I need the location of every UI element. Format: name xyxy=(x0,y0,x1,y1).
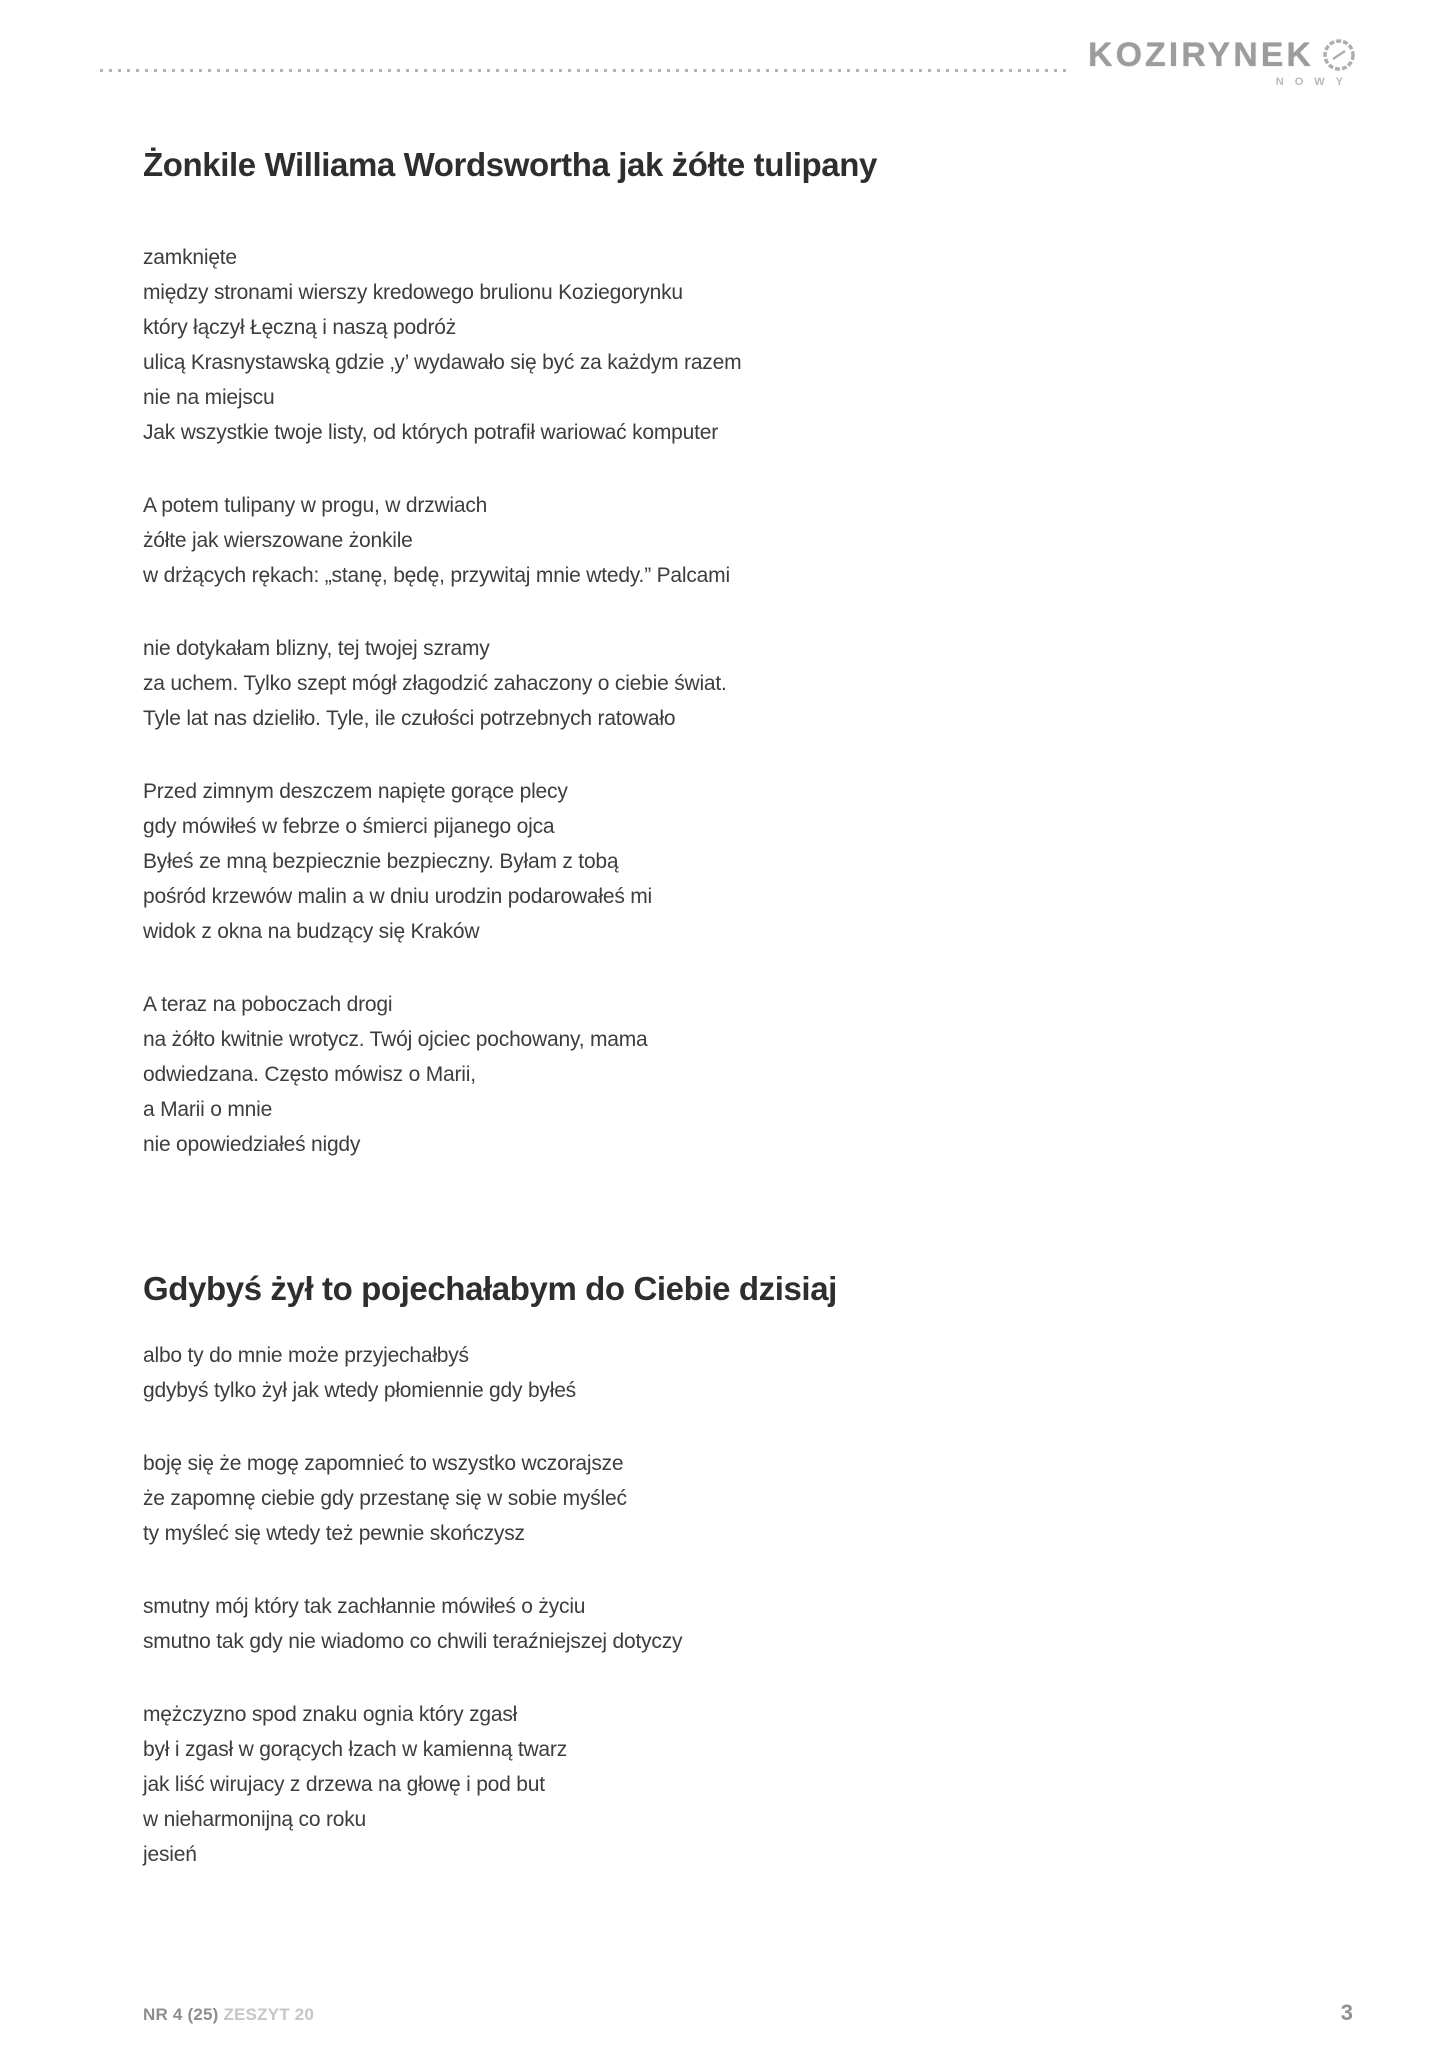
poem-line: mężczyzno spod znaku ognia który zgasł xyxy=(143,1703,518,1726)
dotted-rule xyxy=(100,69,1072,72)
issue-number: NR 4 (25) xyxy=(143,2005,219,2024)
magazine-logo: KOZIRYNEK xyxy=(1088,36,1314,74)
poem-line: a Marii o mnie xyxy=(143,1098,273,1121)
logo-subtitle: NOWY xyxy=(1275,76,1354,88)
poem-line: nie opowiedziałeś nigdy xyxy=(143,1133,361,1156)
poem-line: ty myśleć się wtedy też pewnie skończysz xyxy=(143,1522,525,1545)
poem-line: odwiedzana. Często mówisz o Marii, xyxy=(143,1063,476,1086)
poem-line: boję się że mogę zapomnieć to wszystko wczorajsze xyxy=(143,1452,624,1475)
poem-line: nie dotykałam blizny, tej twojej szramy xyxy=(143,637,490,660)
poem-line: pośród krzewów malin a w dniu urodzin podarowałeś mi xyxy=(143,885,653,908)
issue-label xyxy=(143,2005,314,2025)
page-number: 3 xyxy=(1340,2000,1353,2025)
poem-title: Gdybyś żył to pojechałabym do Ciebie dzisiaj xyxy=(143,1270,837,1308)
stanza xyxy=(143,631,741,736)
issue-volume: ZESZYT 20 xyxy=(223,2005,315,2024)
poem-title: Żonkile Williama Wordswortha jak żółte tulipany xyxy=(143,146,877,184)
stanza xyxy=(143,488,741,593)
poem-line: w drżących rękach: „stanę, będę, przywitaj mnie wtedy.” Palcami xyxy=(143,564,730,587)
poem-line: gdybyś tylko żył jak wtedy płomiennie gdy byłeś xyxy=(143,1379,576,1402)
poem-line: Tyle lat nas dzieliło. Tyle, ile czułości potrzebnych ratowało xyxy=(143,707,676,730)
page-header xyxy=(100,38,1356,88)
stanza xyxy=(143,240,741,450)
poem-line: jesień xyxy=(143,1843,197,1866)
poem-line: jak liść wirujacy z drzewa na głowę i pod but xyxy=(143,1773,545,1796)
poem-line: Byłeś ze mną bezpiecznie bezpieczny. Byłam z tobą xyxy=(143,850,619,873)
logo-block xyxy=(1088,38,1356,88)
poem-line: gdy mówiłeś w febrze o śmierci pijanego ojca xyxy=(143,815,555,838)
poem-line: albo ty do mnie może przyjechałbyś xyxy=(143,1344,469,1367)
poem-line: smutno tak gdy nie wiadomo co chwili teraźniejszej dotyczy xyxy=(143,1630,683,1653)
poem-line: smutny mój który tak zachłannie mówiłeś o życiu xyxy=(143,1595,586,1618)
stanza xyxy=(143,774,741,949)
poem-line: Przed zimnym deszczem napięte gorące plecy xyxy=(143,780,568,803)
stamp-circle-icon xyxy=(1322,38,1356,72)
stanza xyxy=(143,1446,682,1551)
poem-line: Jak wszystkie twoje listy, od których potrafił wariować komputer xyxy=(143,421,719,444)
poem-line: A teraz na poboczach drogi xyxy=(143,993,393,1016)
poem-line: między stronami wierszy kredowego brulionu Koziegorynku xyxy=(143,281,683,304)
poem-line: zamknięte xyxy=(143,246,237,269)
poem-line: żółte jak wierszowane żonkile xyxy=(143,529,413,552)
stanza xyxy=(143,1697,682,1872)
poem-body xyxy=(143,1338,682,1910)
page-footer xyxy=(143,2000,1353,2026)
poem-line: który łączył Łęczną i naszą podróż xyxy=(143,316,457,339)
poem-line: za uchem. Tylko szept mógł złagodzić zahaczony o ciebie świat. xyxy=(143,672,727,695)
poem-line: był i zgasł w gorących łzach w kamienną twarz xyxy=(143,1738,568,1761)
poem-line: A potem tulipany w progu, w drzwiach xyxy=(143,494,488,517)
poem-line: w nieharmonijną co roku xyxy=(143,1808,367,1831)
poem-body xyxy=(143,240,741,1200)
poem-line: ulicą Krasnystawską gdzie ‚y’ wydawało się być za każdym razem xyxy=(143,351,742,374)
poem-line: na żółto kwitnie wrotycz. Twój ojciec pochowany, mama xyxy=(143,1028,648,1051)
poem-line: że zapomnę ciebie gdy przestanę się w sobie myśleć xyxy=(143,1487,627,1510)
stanza xyxy=(143,987,741,1162)
stanza xyxy=(143,1589,682,1659)
poem-line: nie na miejscu xyxy=(143,386,275,409)
poem-line: widok z okna na budzący się Kraków xyxy=(143,920,480,943)
stanza xyxy=(143,1338,682,1408)
